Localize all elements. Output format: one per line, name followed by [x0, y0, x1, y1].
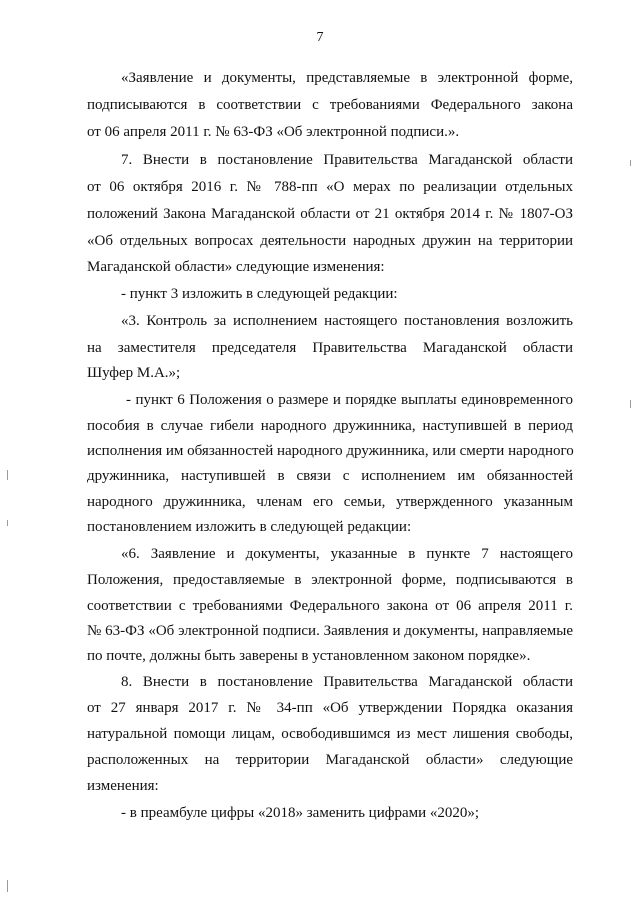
text-line: «6. Заявление и документы, указанные в пункте 7 настоящего: [121, 546, 573, 562]
scan-edge-mark: [7, 520, 8, 526]
text-line: расположенных на территории Магаданской области» следующие: [87, 752, 573, 768]
text-line: постановлением изложить в следующей редакции:: [87, 519, 412, 535]
text-line: - пункт 3 изложить в следующей редакции:: [121, 286, 398, 302]
text-line: «3. Контроль за исполнением настоящего постановления возложить: [121, 313, 573, 329]
text-line: на заместителя председателя Правительства Магаданской области: [87, 340, 573, 356]
text-line: - пункт 6 Положения о размере и порядке выплаты единовременного: [126, 392, 573, 408]
text-line: Шуфер М.А.»;: [87, 365, 181, 381]
text-line: «Об отдельных вопросах деятельности народных дружин на территории: [87, 233, 573, 249]
text-line: 7. Внести в постановление Правительства Магаданской области: [121, 152, 573, 168]
text-line: пособия в случае гибели народного дружинника, наступившей в период: [87, 418, 573, 434]
text-line: от 06 апреля 2011 г. № 63-ФЗ «Об электронной подписи.».: [87, 124, 460, 140]
scan-edge-mark: [7, 470, 8, 480]
text-line: Магаданской области» следующие изменения:: [87, 259, 385, 275]
text-line: по почте, должны быть заверены в установленном законом порядке».: [87, 648, 531, 664]
page-number: 7: [316, 30, 324, 45]
text-line: соответствии с требованиями Федерального закона от 06 апреля 2011 г.: [87, 598, 573, 614]
text-line: от 06 октября 2016 г. № 788-пп «О мерах по реализации отдельных: [87, 179, 573, 195]
text-line: изменения:: [87, 778, 159, 794]
text-line: от 27 января 2017 г. № 34-пп «Об утверждении Порядка оказания: [87, 700, 573, 716]
text-line: № 63-ФЗ «Об электронной подписи. Заявления и документы, направляемые: [87, 623, 573, 639]
text-line: народного дружинника, членам его семьи, утвержденного указанным: [87, 494, 573, 510]
text-line: «Заявление и документы, представляемые в электронной форме,: [121, 70, 573, 86]
scan-edge-mark: [630, 160, 631, 166]
text-line: дружинника, наступившей в связи с исполнением им обязанностей: [87, 468, 573, 484]
text-line: натуральной помощи лицам, освободившимся из мест лишения свободы,: [87, 726, 573, 742]
text-line: - в преамбуле цифры «2018» заменить цифрами «2020»;: [121, 805, 480, 821]
text-line: положений Закона Магаданской области от 21 октября 2014 г. № 1807-ОЗ: [87, 206, 573, 222]
scan-edge-mark: [630, 400, 631, 408]
text-line: 8. Внести в постановление Правительства Магаданской области: [121, 674, 573, 690]
text-line: исполнения им обязанностей народного дружинника, или смерти народного: [87, 443, 574, 459]
scan-edge-mark: [7, 880, 8, 892]
text-line: Положения, предоставляемые в электронной форме, подписываются в: [87, 572, 573, 588]
text-line: подписываются в соответствии с требованиями Федерального закона: [87, 97, 573, 113]
